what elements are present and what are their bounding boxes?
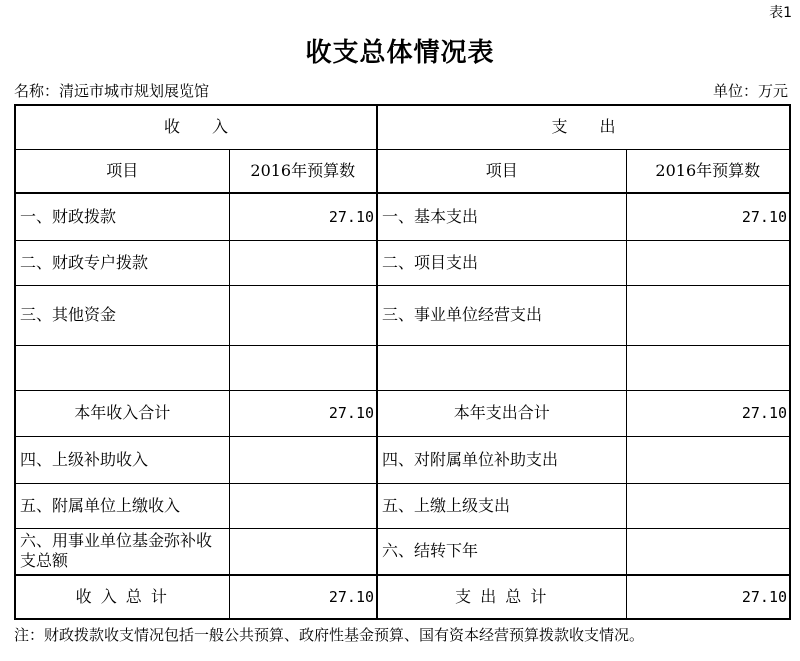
expense-subtotal-label: 本年支出合计 (377, 390, 626, 436)
income-value (229, 483, 377, 528)
table-row (15, 285, 790, 345)
expense-item: 六、结转下年 (377, 528, 626, 575)
expense-subtotal-value: 27.10 (626, 390, 790, 436)
expense-value: 27.10 (626, 193, 790, 240)
income-item: 三、其他资金 (15, 285, 229, 345)
income-total-label: 收 入 总 计 (15, 575, 229, 619)
income-value (229, 345, 377, 390)
income-value (229, 528, 377, 575)
income-subtotal-label: 本年收入合计 (15, 390, 229, 436)
expense-value (626, 483, 790, 528)
income-value (229, 240, 377, 285)
expense-value (626, 345, 790, 390)
expense-value (626, 240, 790, 285)
expense-value (626, 528, 790, 575)
table-row (15, 436, 790, 483)
column-header-row (15, 149, 790, 193)
income-item: 四、上级补助收入 (15, 436, 229, 483)
income-item: 五、附属单位上缴收入 (15, 483, 229, 528)
expense-budget-header: 2016年预算数 (626, 149, 790, 193)
table-row (15, 345, 790, 390)
page-title: 收支总体情况表 (305, 38, 495, 68)
expense-item (377, 345, 626, 390)
expense-item: 四、对附属单位补助支出 (377, 436, 626, 483)
table-number: 表1 (769, 5, 792, 21)
income-budget-header: 2016年预算数 (229, 149, 377, 193)
income-subtotal-value: 27.10 (229, 390, 377, 436)
budget-table (14, 104, 791, 620)
table-row (15, 193, 790, 240)
income-total-value: 27.10 (229, 575, 377, 619)
expense-item: 五、上缴上级支出 (377, 483, 626, 528)
expense-total-label: 支 出 总 计 (377, 575, 626, 619)
income-header: 收 入 (15, 105, 377, 149)
income-value: 27.10 (229, 193, 377, 240)
footnote: 注：财政拨款收支情况包括一般公共预算、政府性基金预算、国有资本经营预算拨款收支情况。 (14, 626, 645, 644)
table-row (15, 240, 790, 285)
income-item (15, 345, 229, 390)
table-row (15, 528, 790, 575)
subtotal-row (15, 390, 790, 436)
expense-item: 二、项目支出 (377, 240, 626, 285)
income-item: 一、财政拨款 (15, 193, 229, 240)
expense-item-header: 项目 (377, 149, 626, 193)
expense-value (626, 436, 790, 483)
income-value (229, 436, 377, 483)
unit-label: 单位：万元 (712, 82, 788, 100)
income-item: 六、用事业单位基金弥补收支总额 (15, 528, 229, 575)
table-row (15, 483, 790, 528)
unit-name: 名称：清远市城市规划展览馆 (14, 82, 210, 100)
expense-header: 支 出 (377, 105, 790, 149)
income-value (229, 285, 377, 345)
expense-value (626, 285, 790, 345)
income-item-header: 项目 (15, 149, 229, 193)
expense-item: 一、基本支出 (377, 193, 626, 240)
total-row (15, 575, 790, 619)
expense-total-value: 27.10 (626, 575, 790, 619)
expense-item: 三、事业单位经营支出 (377, 285, 626, 345)
section-header-row (15, 105, 790, 149)
income-item: 二、财政专户拨款 (15, 240, 229, 285)
